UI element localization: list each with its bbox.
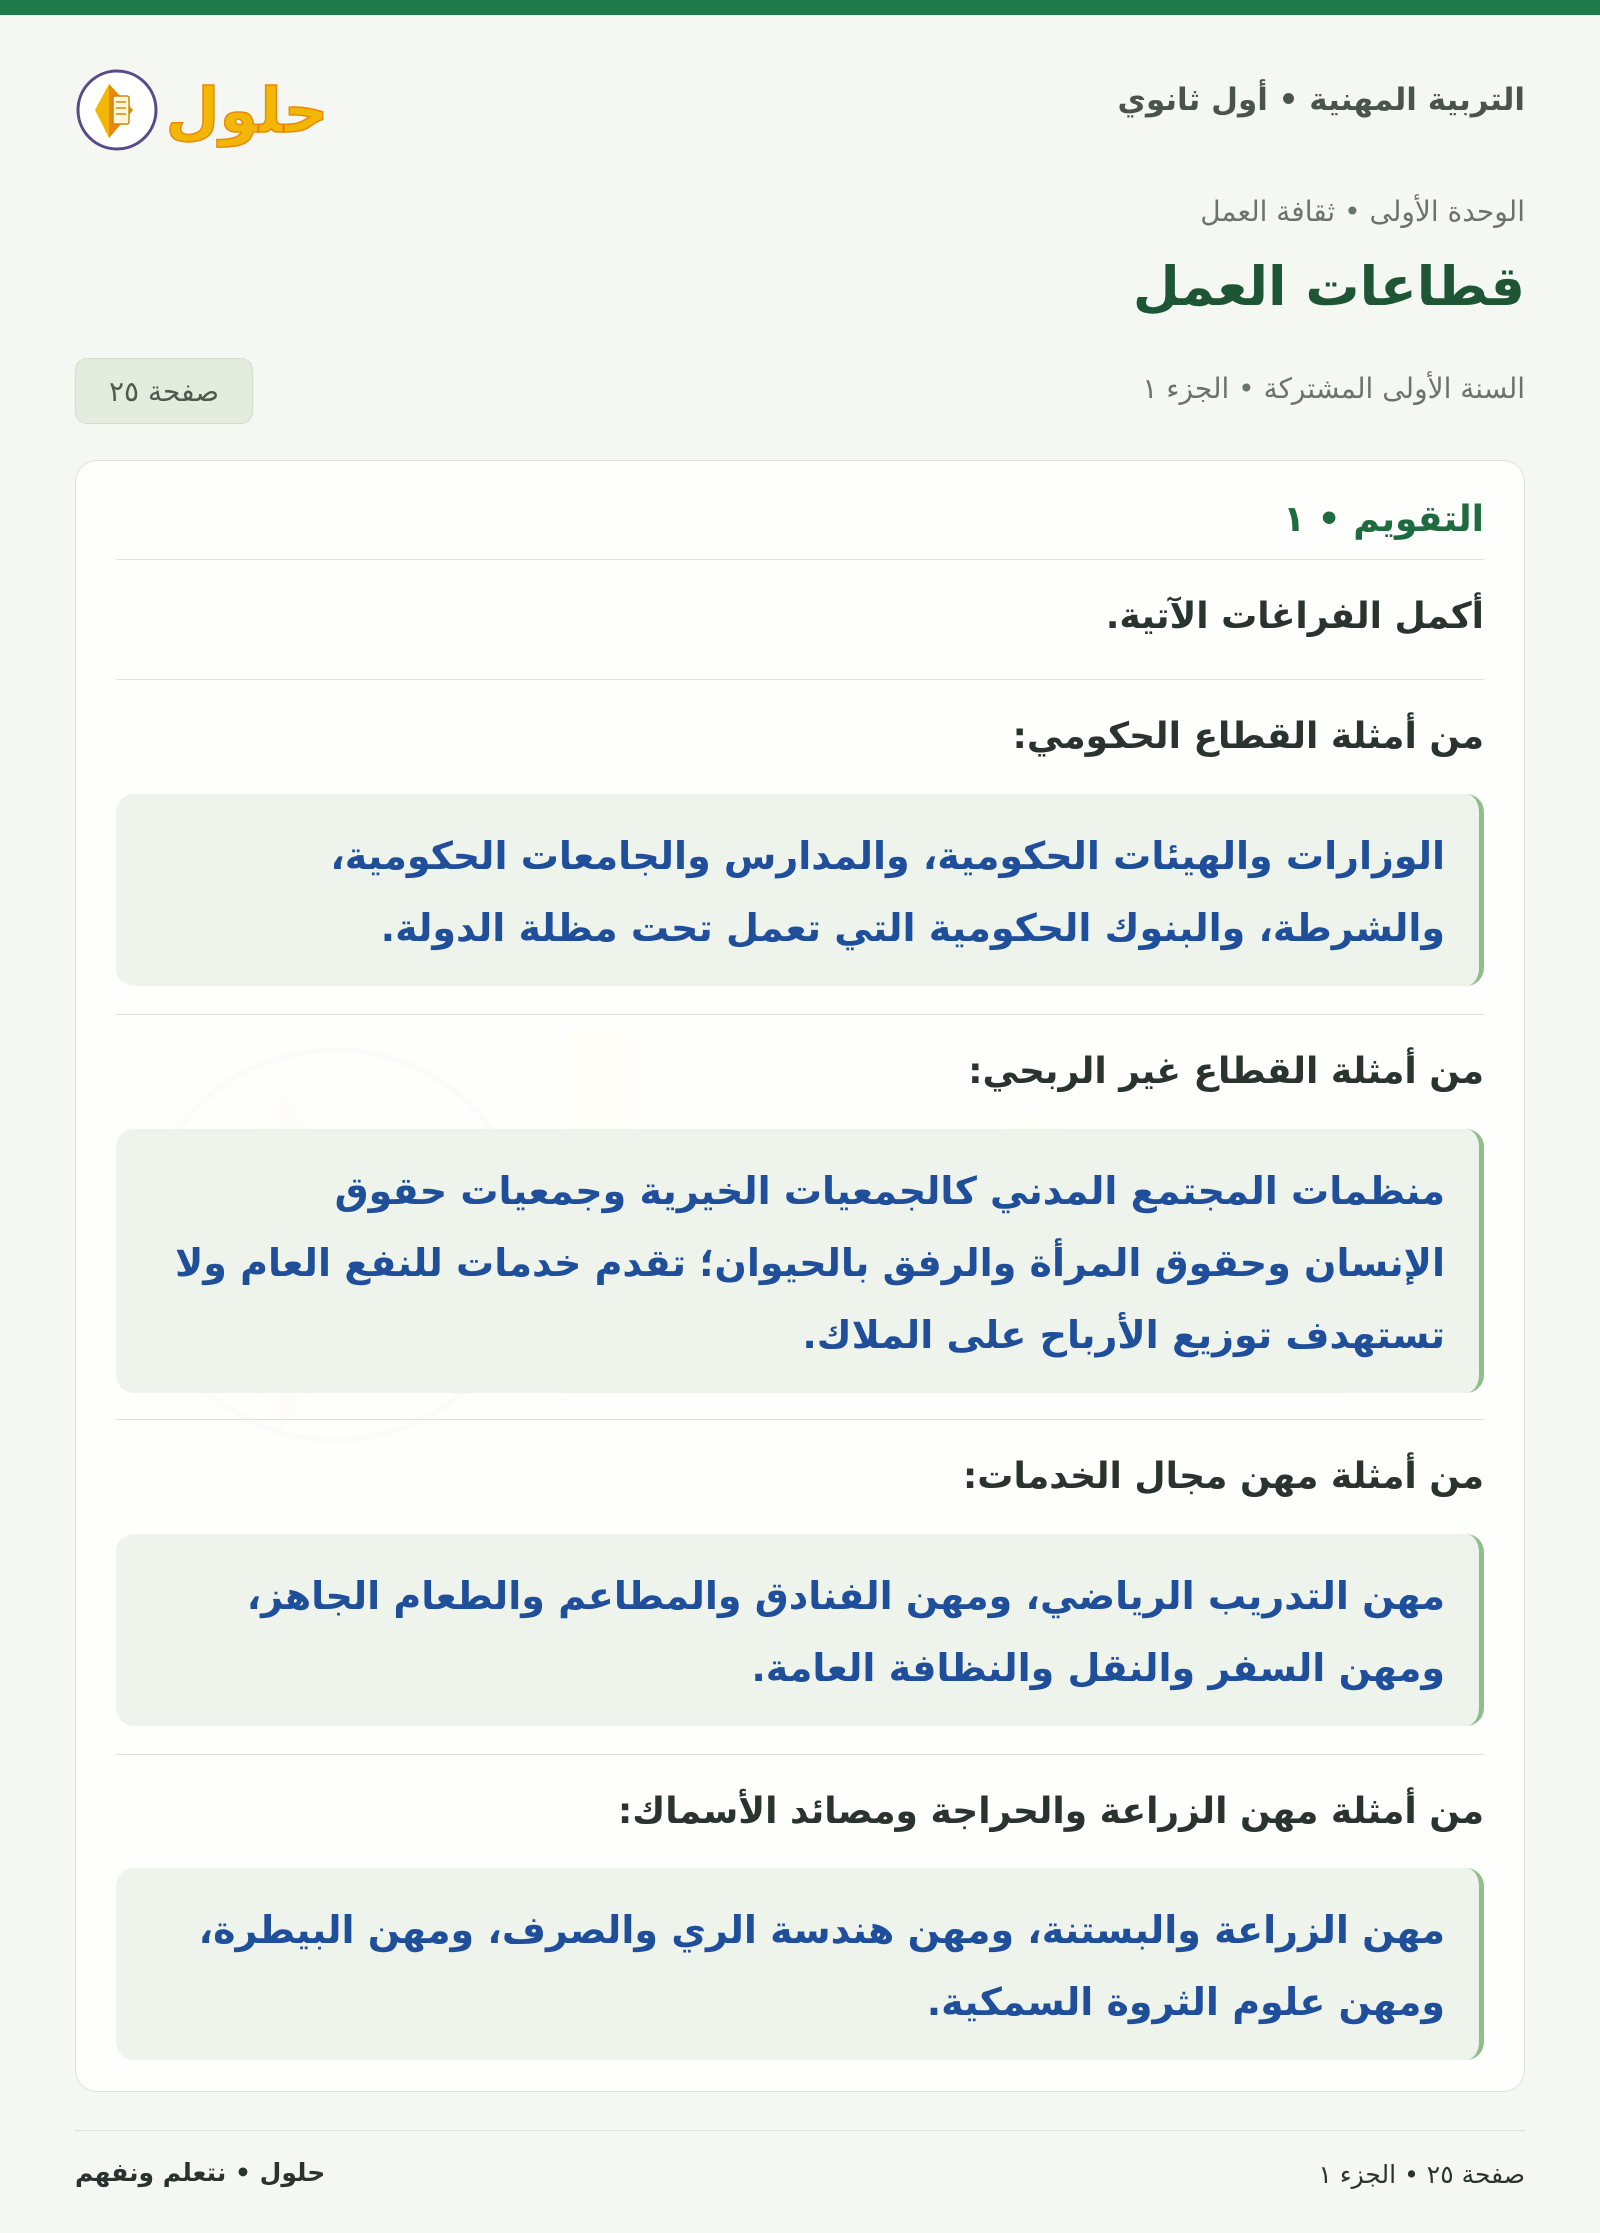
answer-line: تستهدف توزيع الأرباح على الملاك. [802, 1313, 1445, 1357]
question-prompt: من أمثلة مهن الزراعة والحراجة ومصائد الأسماك: [617, 1791, 1484, 1832]
answer-box [116, 1534, 1484, 1726]
footer-page-info: صفحة ٢٥ • الجزء ١ [1318, 2160, 1525, 2189]
answer-line: منظمات المجتمع المدني كالجمعيات الخيرية وجمعيات حقوق [334, 1169, 1445, 1213]
footer-brand: حلول • نتعلم ونفهم [75, 2158, 326, 2187]
answer-line: الوزارات والهيئات الحكومية، والمدارس والجامعات الحكومية، [330, 834, 1445, 878]
unit-breadcrumb: الوحدة الأولى • ثقافة العمل [1200, 195, 1525, 228]
answer-box [116, 1129, 1484, 1393]
top-accent-bar [0, 0, 1600, 15]
answer-box [116, 1868, 1484, 2060]
question-prompt: من أمثلة مهن مجال الخدمات: [962, 1456, 1484, 1497]
question-prompt: من أمثلة القطاع غير الربحي: [968, 1051, 1484, 1092]
exercise-card [75, 460, 1525, 2092]
footer-divider [75, 2130, 1525, 2131]
instruction-text: أكمل الفراغات الآتية. [1105, 596, 1484, 637]
page-number-badge: صفحة ٢٥ [75, 358, 253, 424]
page-title: قطاعات العمل [1132, 255, 1525, 318]
site-logo[interactable] [75, 60, 335, 160]
course-title: التربية المهنية • أول ثانوي [1117, 82, 1525, 118]
divider [116, 679, 1484, 680]
answer-line: مهن الزراعة والبستنة، ومهن هندسة الري والصرف، ومهن البيطرة، [198, 1908, 1445, 1952]
divider [116, 1014, 1484, 1015]
divider [116, 559, 1484, 560]
answer-line: ومهن علوم الثروة السمكية. [926, 1980, 1445, 2024]
answer-line: ومهن السفر والنقل والنظافة العامة. [751, 1646, 1445, 1690]
answer-line: الإنسان وحقوق المرأة والرفق بالحيوان؛ تقدم خدمات للنفع العام ولا [174, 1241, 1445, 1285]
book-pencil-icon [75, 60, 335, 160]
answer-box [116, 794, 1484, 986]
grade-meta: السنة الأولى المشتركة • الجزء ١ [1142, 372, 1525, 405]
divider [116, 1419, 1484, 1420]
page-header [75, 60, 1525, 160]
divider [116, 1754, 1484, 1755]
answer-line: مهن التدريب الرياضي، ومهن الفنادق والمطاعم والطعام الجاهز، [246, 1574, 1445, 1618]
answer-line: والشرطة، والبنوك الحكومية التي تعمل تحت مظلة الدولة. [380, 906, 1445, 950]
logo-text: حلول [165, 74, 329, 147]
section-title: التقويم • ١ [1283, 499, 1484, 540]
question-prompt: من أمثلة القطاع الحكومي: [1012, 716, 1484, 757]
